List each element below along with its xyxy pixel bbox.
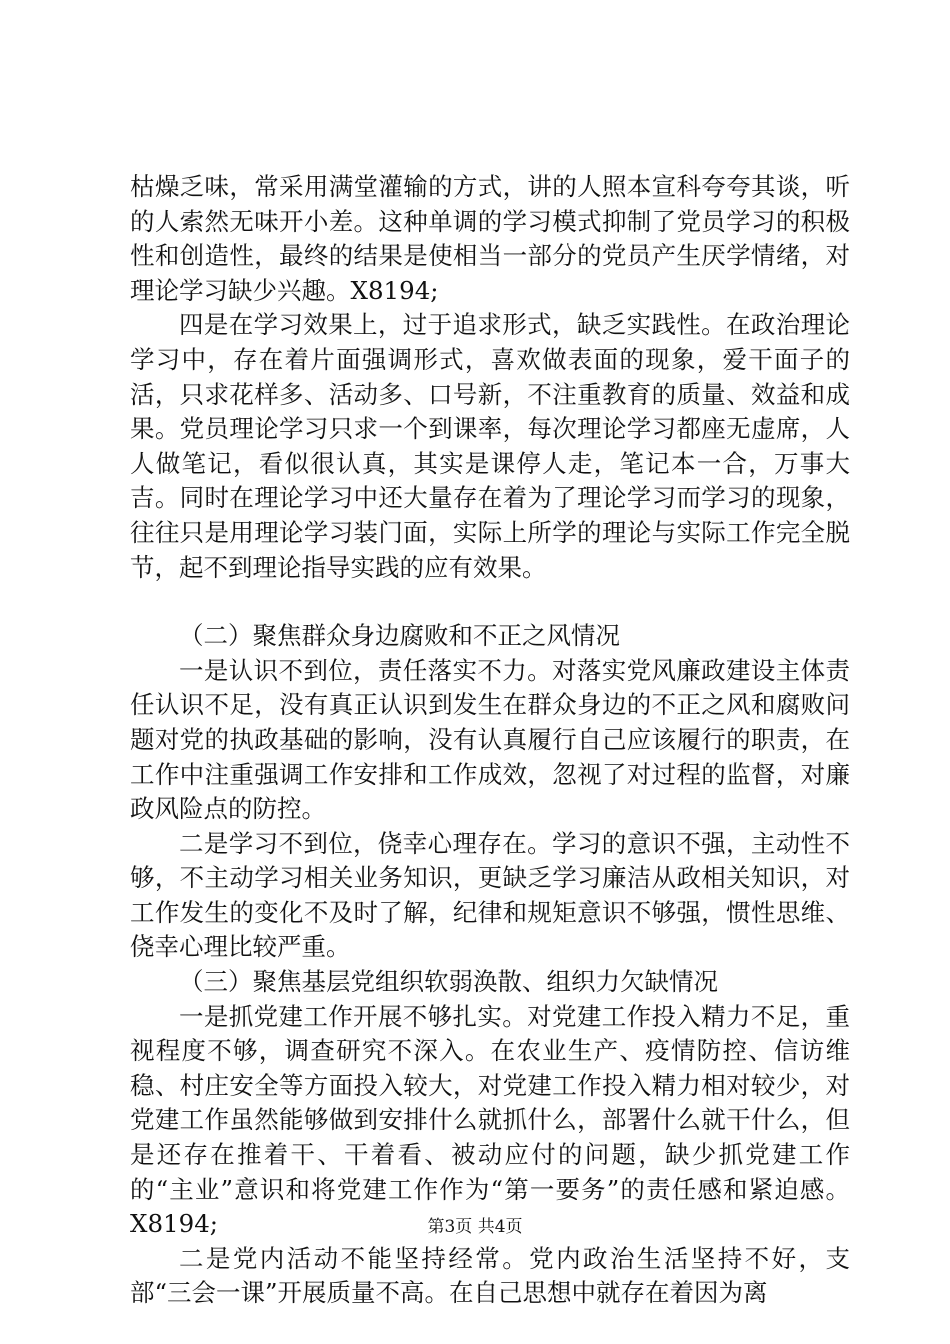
paragraph-awareness: 一是认识不到位，责任落实不力。对落实党风廉政建设主体责任认识不足，没有真正认识到发生在群众身边的不正之风和腐败问题对党的执政基础的影响，没有认真履行自己应该履行的职责，在工作中注重强调工作安排和工作成效，忽视了对过程的监督，对廉政风险点的防控。 — [130, 655, 850, 824]
paragraph-continuation: 枯燥乏味，常采用满堂灌输的方式，讲的人照本宣科夸夸其谈，听的人索然无味开小差。这种单调的学习模式抑制了党员学习的积极性和创造性，最终的结果是使相当一部分的党员产生厌学情绪，对理论学习缺少兴趣。X8194; — [130, 172, 850, 305]
paragraph-party-building: 一是抓党建工作开展不够扎实。对党建工作投入精力不足，重视程度不够，调查研究不深入。在农业生产、疫情防控、信访维稳、村庄安全等方面投入较大，对党建工作投入精力相对较少，对党建工作虽然能够做到安排什么就抓什么，部署什么就干什么，但是还存在推着干、干着看、被动应付的问题，缺少抓党建工作的“主业”意识和将党建工作作为“第一要务”的责任感和紧迫感。X8194; — [130, 1001, 850, 1239]
paragraph-learning: 二是学习不到位，侥幸心理存在。学习的意识不强，主动性不够，不主动学习相关业务知识，更缺乏学习廉洁从政相关知识，对工作发生的变化不及时了解，纪律和规矩意识不够强，惯性思维、侥幸心理比较严重。 — [130, 828, 850, 962]
section-heading-3: （三）聚焦基层党组织软弱涣散、组织力欠缺情况 — [179, 967, 718, 997]
document-body — [130, 170, 850, 1311]
page-number-footer: 第3页 共4页 — [427, 1217, 523, 1237]
paragraph-party-activities: 二是党内活动不能坚持经常。党内政治生活坚持不好，支部“三会一课”开展质量不高。在自己思想中就存在着因为离 — [130, 1243, 850, 1308]
paragraph-study-effect: 四是在学习效果上，过于追求形式，缺乏实践性。在政治理论学习中，存在着片面强调形式，喜欢做表面的现象，爱干面子的活，只求花样多、活动多、口号新，不注重教育的质量、效益和成果。党员理论学习只求一个到课率，每次理论学习都座无虚席，人人做笔记，看似很认真，其实是课停人走，笔记本一合，万事大吉。同时在理论学习中还大量存在着为了理论学习而学习的现象，往往只是用理论学习装门面，实际上所学的理论与实际工作完全脱节，起不到理论指导实践的应有效果。 — [130, 310, 850, 582]
section-heading-2: （二）聚焦群众身边腐败和不正之风情况 — [179, 621, 620, 651]
